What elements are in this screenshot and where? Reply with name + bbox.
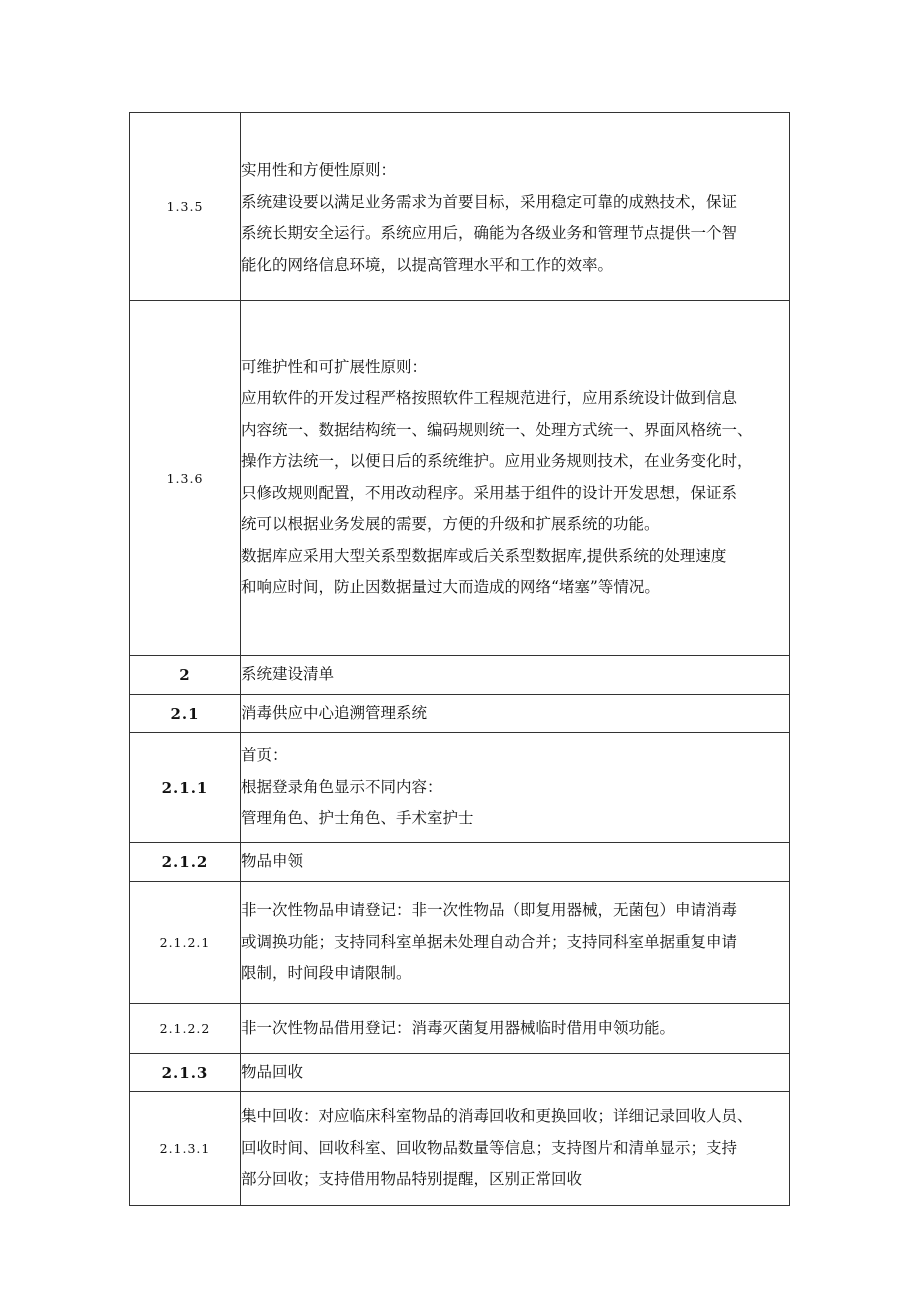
- row-content: [241, 1092, 790, 1206]
- content-line: 系统建设清单: [241, 665, 335, 684]
- content-line: 可维护性和可扩展性原则：: [241, 357, 428, 376]
- table-row: [130, 882, 790, 1004]
- row-content: [241, 113, 790, 301]
- content-line: 部分回收；支持借用物品特别提醒，区别正常回收: [241, 1170, 583, 1189]
- table-row: [130, 843, 790, 882]
- row-number: 1.3.6: [130, 301, 241, 656]
- content-line: 数据库应采用大型关系型数据库或后关系型数据库,提供系统的处理速度: [241, 546, 727, 565]
- row-number: 2.1.3.1: [130, 1092, 241, 1206]
- content-line: 非一次性物品申请登记：非一次性物品（即复用器械，无菌包）申请消毒: [241, 901, 738, 920]
- content-line: 内容统一、数据结构统一、编码规则统一、处理方式统一、界面风格统一、: [241, 420, 753, 439]
- content-line: 限制，时间段申请限制。: [241, 964, 412, 983]
- content-line: 实用性和方便性原则：: [241, 161, 397, 179]
- content-line: 统可以根据业务发展的需要，方便的升级和扩展系统的功能。: [241, 515, 660, 533]
- table-row: [130, 113, 790, 301]
- row-number: 2.1.1: [130, 733, 241, 843]
- content-line: 物品申领: [241, 852, 304, 871]
- row-number: 2: [130, 656, 241, 695]
- row-number: 2.1.2.1: [130, 882, 241, 1004]
- content-line: 首页：: [241, 746, 288, 765]
- row-number: 2.1.2.2: [130, 1004, 241, 1054]
- content-line: 应用软件的开发过程严格按照软件工程规范进行，应用系统设计做到信息: [241, 389, 738, 407]
- row-content: [241, 301, 790, 656]
- row-number: 2.1.3: [130, 1054, 241, 1092]
- content-line: 回收时间、回收科室、回收物品数量等信息；支持图片和清单显示；支持: [241, 1138, 738, 1157]
- content-line: 消毒供应中心追溯管理系统: [241, 703, 428, 722]
- content-line: 系统建设要以满足业务需求为首要目标，采用稳定可靠的成熟技术，保证: [241, 192, 738, 211]
- table-row: [130, 301, 790, 656]
- row-content: [241, 656, 790, 695]
- table-row: [130, 656, 790, 695]
- row-content: [241, 843, 790, 882]
- content-line: 操作方法统一，以便日后的系统维护。应用业务规则技术，在业务变化时，: [241, 452, 753, 470]
- table-row: [130, 1054, 790, 1092]
- table-row: [130, 1004, 790, 1054]
- row-content: [241, 1004, 790, 1054]
- content-line: 集中回收：对应临床科室物品的消毒回收和更换回收；详细记录回收人员、: [241, 1107, 753, 1126]
- row-number: 2.1.2: [130, 843, 241, 882]
- row-content: [241, 695, 790, 733]
- content-line: 系统长期安全运行。系统应用后，确能为各级业务和管理节点提供一个智: [241, 224, 738, 242]
- content-line: 和响应时间，防止因数据量过大而造成的网络“堵塞”等情况。: [241, 578, 660, 596]
- content-line: 或调换功能；支持同科室单据未处理自动合并；支持同科室单据重复申请: [241, 932, 738, 951]
- table-row: [130, 695, 790, 733]
- row-content: [241, 882, 790, 1004]
- content-line: 根据登录角色显示不同内容：: [241, 777, 443, 796]
- row-number: 2.1: [130, 695, 241, 733]
- row-content: [241, 733, 790, 843]
- content-line: 只修改规则配置，不用改动程序。采用基于组件的设计开发思想，保证系: [241, 483, 738, 502]
- content-line: 管理角色、护士角色、手术室护士: [241, 809, 474, 828]
- row-content: [241, 1054, 790, 1092]
- content-line: 能化的网络信息环境，以提高管理水平和工作的效率。: [241, 255, 614, 274]
- table-row: [130, 733, 790, 843]
- spec-table: [129, 112, 790, 1206]
- content-line: 非一次性物品借用登记：消毒灭菌复用器械临时借用申领功能。: [241, 1018, 676, 1037]
- table-row: [130, 1092, 790, 1206]
- content-line: 物品回收: [241, 1062, 304, 1081]
- row-number: 1.3.5: [130, 113, 241, 301]
